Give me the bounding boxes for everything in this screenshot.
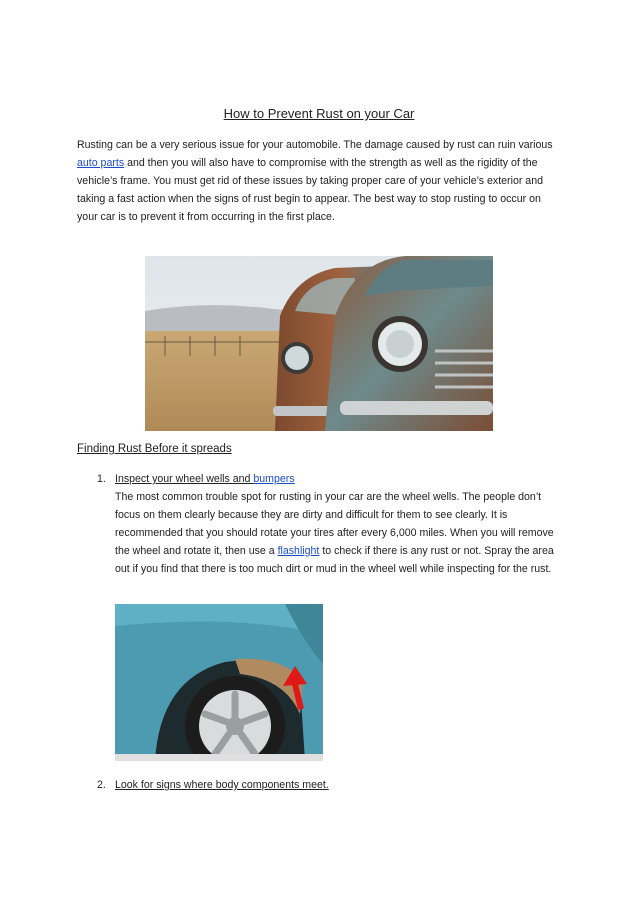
item-2-number: 2. (97, 779, 106, 791)
intro-text-2: and then you will also have to compromise with the strength as well as the rigidity of the vehicle’s frame. You must get rid of these issues by taking proper care of your vehicle’s exterior and taking a fast action when the signs of rust begin to appear. The best way to stop rusting to occur on your car is to prevent it from occurring in the first place. (77, 157, 543, 223)
bumpers-link[interactable]: bumpers (253, 473, 295, 485)
item-2-title: Look for signs where body components meet. (115, 779, 329, 791)
page-title: How to Prevent Rust on your Car (223, 106, 415, 121)
auto-parts-link[interactable]: auto parts (77, 157, 125, 169)
rusty-cars-photo (145, 256, 493, 431)
list-item-2 (115, 776, 565, 794)
item-1-title-text: Inspect your wheel wells and (115, 473, 254, 485)
wheel-well-illustration (115, 604, 323, 761)
section-heading: Finding Rust Before it spreads (77, 443, 232, 455)
item-1-title (115, 470, 565, 488)
list-item-1 (115, 470, 565, 578)
item-1-number: 1. (97, 473, 106, 485)
item-1-body-text-2: to check if there is any rust or not. Spray the area out if you find that there is too much dirt or mud in the wheel well while inspecting for the rust. (115, 545, 554, 575)
intro-text-1: Rusting can be a very serious issue for your automobile. The damage caused by rust can ruin various (77, 139, 553, 151)
item-1-body (115, 488, 565, 578)
intro-paragraph (77, 136, 559, 226)
item-1-body-text-1: The most common trouble spot for rusting in your car are the wheel wells. The people don’t focus on them clearly because they are dirty and difficult for them to see clearly. It is recommended that you should rotate your tires after every 6,000 miles. When you will remove the wheel and rotate it, then use a (115, 491, 554, 557)
flashlight-link[interactable]: flashlight (277, 545, 320, 557)
